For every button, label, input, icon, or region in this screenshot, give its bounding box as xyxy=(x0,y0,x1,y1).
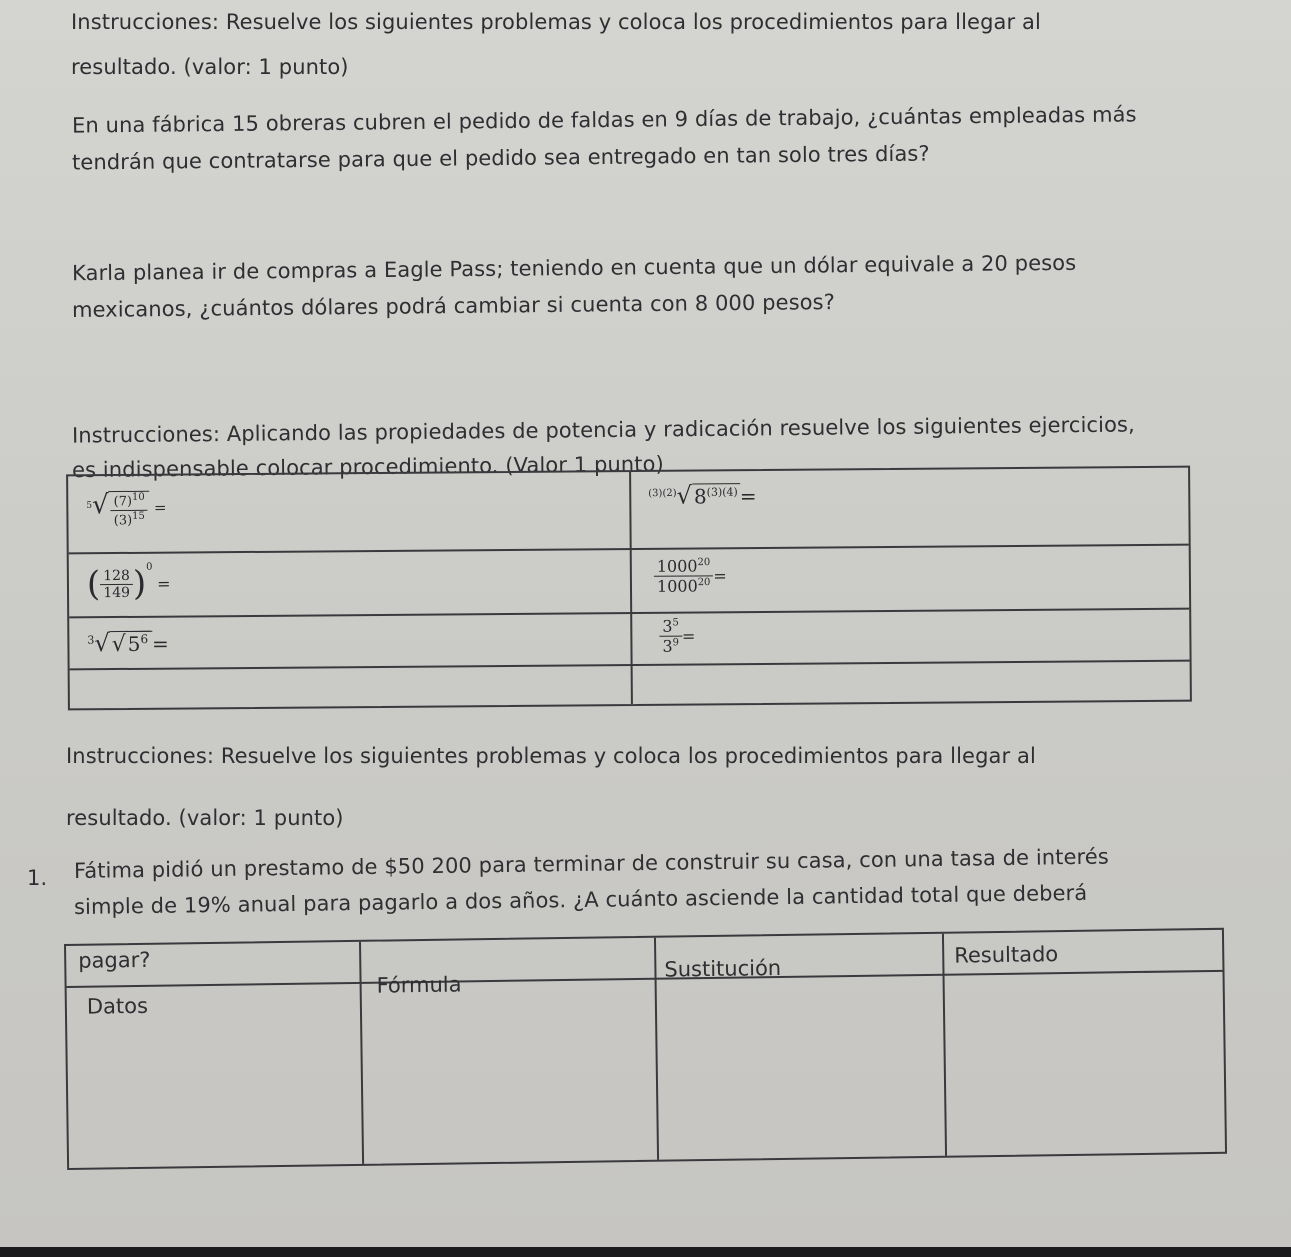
problem-dollars-line1: Karla planea ir de compras a Eagle Pass; teniendo en cuenta que un dólar equivale a 20 pesos xyxy=(71,250,1077,286)
ex4-den-base: 1000 xyxy=(656,576,698,596)
exercises-table xyxy=(66,466,1192,711)
ex2-exp: (3)(4) xyxy=(706,485,738,499)
ex4-equals: = xyxy=(713,566,727,586)
header-resultado: Resultado xyxy=(954,942,1059,968)
problem-number: 1. xyxy=(27,866,48,890)
ex4-den-exp: 20 xyxy=(697,577,711,589)
exercise-nested-root: $^3√√5^6$ = xyxy=(87,629,169,658)
instructions-1-line2: resultado. (valor: 1 punto) xyxy=(71,55,349,79)
header-formula: Fórmula xyxy=(376,972,462,998)
exercise-root-power: $^{(3)(2)}√8^{(3)(4)}=$ xyxy=(648,481,757,510)
exercise-root-fraction: $^5$√ $\frac{(7)^{10}}{(3)^{15}}$ = xyxy=(86,490,167,528)
ex6-den-exp: 9 xyxy=(672,637,680,649)
exercise-zero-power: ( $\frac{128}{149}$ )$^0$ = xyxy=(86,561,171,605)
ex5-exp: 6 xyxy=(140,632,149,647)
ex3-equals: = xyxy=(156,574,171,594)
instructions-2-line2: es indispensable colocar procedimiento. (Valor 1 punto) xyxy=(71,451,664,483)
problem-workers-line2: tendrán que contratarse para que el pedido sea entregado en tan solo tres días? xyxy=(71,141,930,175)
header-datos: Datos xyxy=(86,993,149,1019)
problem-dollars-line2: mexicanos, ¿cuántos dólares podrá cambiar si cuenta con 8 000 pesos? xyxy=(71,290,836,322)
ex2-base: 8 xyxy=(693,484,707,509)
ex5-index: 3 xyxy=(87,633,95,647)
ex4-num-exp: 20 xyxy=(697,557,711,569)
loan-table xyxy=(64,928,1227,1170)
photo-bottom-edge xyxy=(0,1247,1291,1257)
ex6-num-base: 3 xyxy=(662,616,673,636)
ex1-num-exp: 10 xyxy=(131,491,145,504)
ex2-index: (3)(2) xyxy=(648,487,677,500)
ex1-equals: = xyxy=(153,498,167,517)
instructions-3-line1: Instrucciones: Resuelve los siguientes problemas y coloca los procedimientos para llegar al xyxy=(66,744,1036,768)
ex1-den-base: (3) xyxy=(113,512,133,528)
instructions-3-line2: resultado. (valor: 1 punto) xyxy=(66,806,344,830)
problem-loan-line1: Fátima pidió un prestamo de $50 200 para terminar de construir su casa, con una tasa de interés xyxy=(73,844,1110,883)
ex6-num-exp: 5 xyxy=(672,617,679,629)
ex6-equals: = xyxy=(681,626,696,646)
ex3-den: 149 xyxy=(103,584,131,601)
exercise-quotient-3 xyxy=(659,616,695,655)
ex6-den-base: 3 xyxy=(662,636,673,656)
ex4-num-base: 1000 xyxy=(656,556,698,576)
ex3-exp: 0 xyxy=(146,561,153,573)
instructions-2-line1: Instrucciones: Aplicando las propiedades de potencia y radicación resuelve los siguientes ejercicios, xyxy=(71,412,1135,448)
problem-workers-line1: En una fábrica 15 obreras cubren el pedido de faldas en 9 días de trabajo, ¿cuántas empleadas más xyxy=(71,102,1137,138)
ex1-num-base: (7) xyxy=(113,494,133,510)
ex3-num: 128 xyxy=(100,567,133,584)
exercise-quotient-1000 xyxy=(654,556,727,596)
ex1-den-exp: 15 xyxy=(132,510,145,522)
header-sustitucion: Sustitución xyxy=(664,955,782,982)
ex5-equals: = xyxy=(152,631,169,656)
instructions-1-line1: Instrucciones: Resuelve los siguientes problemas y coloca los procedimientos para llegar al xyxy=(71,10,1041,34)
ex5-base: 5 xyxy=(127,631,141,656)
problem-loan-line3: pagar? xyxy=(78,947,151,973)
problem-loan-line2: simple de 19% anual para pagarlo a dos años. ¿A cuánto asciende la cantidad total que deberá xyxy=(73,880,1088,919)
ex2-equals: = xyxy=(739,483,757,509)
root-index: 5 xyxy=(86,500,93,511)
